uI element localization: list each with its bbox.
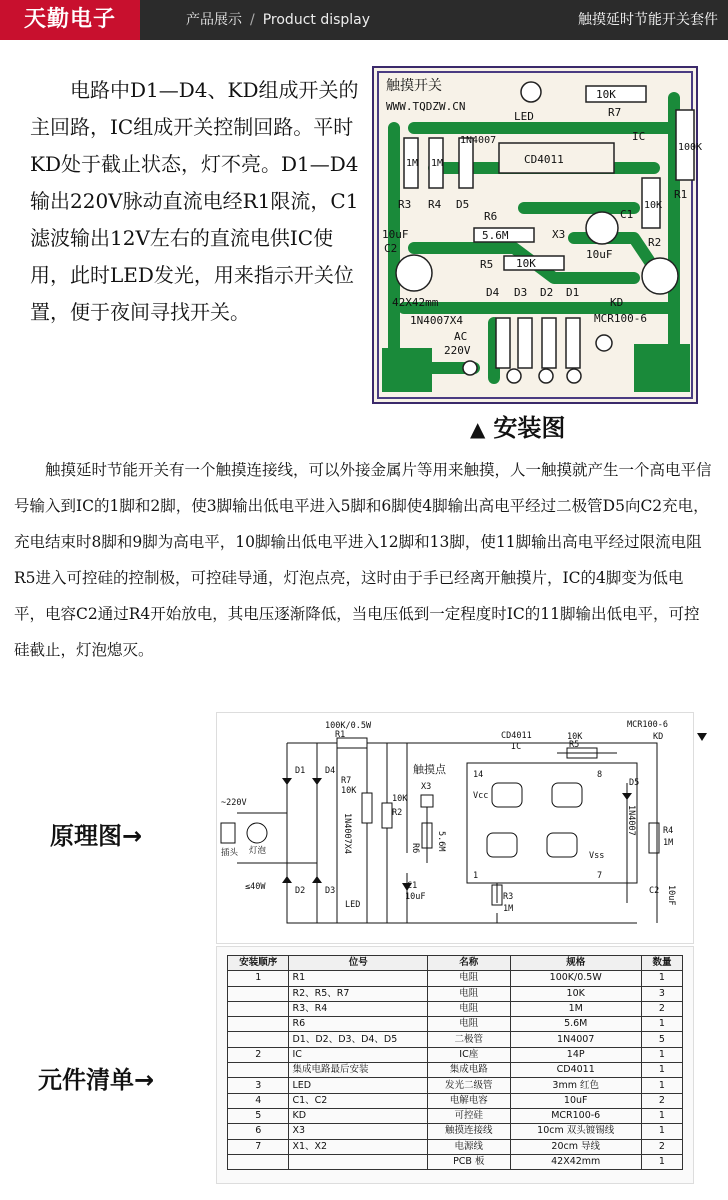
pcb-r1-value: 100K — [678, 142, 703, 153]
sch-d2-label: D2 — [295, 886, 306, 896]
diodes — [282, 733, 707, 891]
bom-qty: 1 — [641, 1124, 682, 1139]
bom-qty: 2 — [641, 1093, 682, 1108]
pcb-r5-value: 10K — [516, 257, 536, 270]
bom-spec: MCR100-6 — [510, 1108, 641, 1123]
bom-qty: 5 — [641, 1032, 682, 1047]
bom-qty: 1 — [641, 1108, 682, 1123]
caption-text: 安装图 — [493, 414, 566, 442]
table-row — [228, 1108, 683, 1123]
pcb-mcr-label: MCR100-6 — [594, 312, 647, 325]
sch-d3-label: D3 — [325, 886, 336, 896]
sch-c1-label: C1 — [407, 881, 418, 891]
breadcrumb — [186, 0, 370, 40]
bom-ref: R1 — [289, 971, 428, 986]
bom-spec: 1N4007 — [510, 1032, 641, 1047]
sch-vcc-label: Vcc — [473, 791, 489, 801]
bom-spec: 42X42mm — [510, 1154, 641, 1169]
pcb-r6-value: 5.6M — [482, 229, 509, 242]
table-row — [228, 971, 683, 986]
sch-d4-label: D4 — [325, 766, 336, 776]
sch-r7-label: R7 — [341, 776, 352, 786]
bom-name: PCB 板 — [427, 1154, 510, 1169]
schematic-drawing — [217, 713, 693, 943]
pcb-layout-image — [372, 66, 703, 404]
bom-ref: KD — [289, 1108, 428, 1123]
sch-ic-type: CD4011 — [501, 731, 532, 741]
bom-qty: 1 — [641, 1078, 682, 1093]
bom-order — [228, 986, 289, 1001]
bom-spec: 3mm 红色 — [510, 1078, 641, 1093]
bom-qty: 3 — [641, 986, 682, 1001]
pcb-r2-value: 10K — [644, 200, 663, 211]
bom-table — [227, 955, 683, 1170]
plug-icon — [221, 823, 235, 843]
pcb-d2-label: D2 — [540, 286, 554, 299]
table-row — [228, 1063, 683, 1078]
bom-spec: 5.6M — [510, 1017, 641, 1032]
bom-spec: CD4011 — [510, 1063, 641, 1078]
pcb-title: 触摸开关 — [386, 78, 442, 94]
table-row — [228, 1001, 683, 1016]
pcb-d4-label: D4 — [486, 286, 500, 299]
bom-name: 电解电容 — [427, 1093, 510, 1108]
nav-product-en[interactable]: Product display — [262, 12, 371, 28]
bom-name: 电阻 — [427, 1001, 510, 1016]
bom-col-name: 名称 — [427, 956, 510, 971]
sch-r7-value: 10K — [341, 786, 357, 796]
table-row — [228, 1154, 683, 1169]
bom-qty: 2 — [641, 1139, 682, 1154]
pcb-r7-value: 10K — [596, 88, 616, 101]
table-row — [228, 1032, 683, 1047]
bom-name: 可控硅 — [427, 1108, 510, 1123]
bom-qty: 2 — [641, 1001, 682, 1016]
brand-logo[interactable]: 天勤电子 — [0, 0, 140, 40]
pcb-c1-label: C1 — [620, 208, 634, 221]
sch-c1-value: 10uF — [405, 892, 426, 902]
description-text — [14, 452, 714, 668]
bom-spec: 20cm 导线 — [510, 1139, 641, 1154]
sch-r2-value: 10K — [392, 794, 408, 804]
bom-panel — [216, 946, 694, 1184]
sch-ac-label: ~220V — [221, 798, 247, 808]
table-row — [228, 1047, 683, 1062]
bom-spec: 10uF — [510, 1093, 641, 1108]
bom-qty: 1 — [641, 1017, 682, 1032]
pcb-c2-value: 10uF — [382, 228, 409, 241]
schematic-diagram — [216, 712, 694, 944]
bom-order: 2 — [228, 1047, 289, 1062]
bom-ref: X3 — [289, 1124, 428, 1139]
bulb-icon — [247, 823, 267, 843]
sch-c2-value: 10uF — [666, 885, 676, 906]
intro-paragraph: 电路中D1—D4、KD组成开关的主回路，IC组成开关控制回路。平时KD处于截止状态，灯不亮。D1—D4输出220V脉动直流电经R1限流，C1滤波输出12V左右的直流电供IC使用，此时LED发光，用来指示开关位置，便于夜间寻找开关。 — [30, 78, 359, 324]
pcb-ac-label: AC — [454, 330, 468, 343]
bom-header-row — [228, 956, 683, 971]
bom-order: 4 — [228, 1093, 289, 1108]
pcb-diode-label: 1N4007X4 — [410, 314, 463, 327]
nav-separator: / — [250, 12, 255, 28]
table-row — [228, 1139, 683, 1154]
bom-name: 触摸连接线 — [427, 1124, 510, 1139]
bom-spec: 100K/0.5W — [510, 971, 641, 986]
bom-qty: 1 — [641, 1154, 682, 1169]
sch-r3-value: 1M — [503, 904, 514, 914]
sch-c2-label: C2 — [649, 886, 660, 896]
pcb-r5-label: R5 — [480, 258, 494, 271]
header-bar — [0, 0, 728, 40]
bom-name: 电源线 — [427, 1139, 510, 1154]
bom-order — [228, 1001, 289, 1016]
pcb-d5-value: 1N4007 — [460, 135, 497, 146]
sch-r5-value: 10K — [567, 732, 583, 742]
bom-spec: 10cm 双头镀锡线 — [510, 1124, 641, 1139]
bom-order — [228, 1017, 289, 1032]
bom-ref — [289, 1154, 428, 1169]
pcb-x3-label: X3 — [552, 228, 566, 241]
bom-order: 1 — [228, 971, 289, 986]
logic-gates — [487, 783, 582, 857]
pcb-kd-label: KD — [610, 296, 624, 309]
sch-r1-label: R1 — [335, 730, 346, 740]
pcb-ic-label: IC — [632, 130, 646, 143]
sch-pin-14: 14 — [473, 770, 484, 780]
bom-order — [228, 1154, 289, 1169]
sch-d1-label: D1 — [295, 766, 306, 776]
bom-order: 6 — [228, 1124, 289, 1139]
sch-r1-value: 100K/0.5W — [325, 721, 372, 731]
bom-ref: X1、X2 — [289, 1139, 428, 1154]
sch-r2-label: R2 — [392, 808, 403, 818]
bom-qty: 1 — [641, 971, 682, 986]
bom-qty: 1 — [641, 1047, 682, 1062]
description-paragraph: 触摸延时节能开关有一个触摸连接线，可以外接金属片等用来触摸，人一触摸就产生一个高电平信号输入到IC的1脚和2脚，使3脚输出低电平进入5脚和6脚使4脚输出高电平经过二极管D5向C2充电，充电结束时8脚和9脚为高电平，10脚输出低电平进入12脚和13脚，使11脚输出高电平经过限流电阻R5进入可控硅的控制极，可控硅导通，灯泡点亮，这时由于手已经离开触摸片，IC的4脚变为低电平，电容C2通过R4开始放电，其电压逐渐降低，当电压低到一定程度时IC的11脚输出低电平，可控硅截止，灯泡熄灭。 — [14, 461, 712, 659]
bom-ref: LED — [289, 1078, 428, 1093]
pcb-size-label: 42X42mm — [392, 296, 439, 309]
bom-spec: 14P — [510, 1047, 641, 1062]
sch-power-label: ≤40W — [245, 882, 266, 892]
pcb-drawing — [374, 68, 703, 402]
schematic-labels — [221, 720, 676, 914]
bom-order — [228, 1063, 289, 1078]
sch-r4-label: R4 — [663, 826, 674, 836]
sch-pin-1: 1 — [473, 871, 479, 881]
bom-ref: IC — [289, 1047, 428, 1062]
sch-pin-7: 7 — [597, 871, 603, 881]
sch-r4-value: 1M — [663, 838, 674, 848]
pcb-d3-label: D3 — [514, 286, 528, 299]
pcb-r4-label: R4 — [428, 198, 442, 211]
sch-d5-label: D5 — [629, 778, 640, 788]
bom-name: 电阻 — [427, 986, 510, 1001]
bom-col-spec: 规格 — [510, 956, 641, 971]
pcb-r3-value: 1M — [406, 158, 419, 169]
sch-r3-label: R3 — [503, 892, 514, 902]
pcb-d1-label: D1 — [566, 286, 580, 299]
pcb-r2-label: R2 — [648, 236, 662, 249]
sch-mcr-label: MCR100-6 — [627, 720, 668, 730]
bom-order: 5 — [228, 1108, 289, 1123]
pcb-c2-label: C2 — [384, 242, 398, 255]
table-row — [228, 1017, 683, 1032]
bom-ref: C1、C2 — [289, 1093, 428, 1108]
pcb-r3-label: R3 — [398, 198, 412, 211]
pcb-url: WWW.TQDZW.CN — [386, 100, 466, 113]
table-row — [228, 1093, 683, 1108]
bom-name: 电阻 — [427, 1017, 510, 1032]
pcb-r7-label: R7 — [608, 106, 622, 119]
triangle-icon: ▲ — [470, 417, 486, 441]
bom-body — [228, 971, 683, 1170]
bom-ref: 集成电路最后安装 — [289, 1063, 428, 1078]
touch-point-icon — [421, 795, 433, 807]
sch-r6-value: 5.6M — [436, 831, 446, 852]
sch-ic-label: IC — [511, 742, 522, 752]
bom-ref: R2、R5、R7 — [289, 986, 428, 1001]
bom-ref: R6 — [289, 1017, 428, 1032]
pcb-led-label: LED — [514, 110, 534, 123]
pcb-r6-label: R6 — [484, 210, 498, 223]
sch-led-label: LED — [345, 900, 361, 910]
bom-spec: 1M — [510, 1001, 641, 1016]
pcb-r1-label: R1 — [674, 188, 688, 201]
sch-vss-label: Vss — [589, 851, 605, 861]
bom-name: IC座 — [427, 1047, 510, 1062]
sch-kd-label: KD — [653, 732, 664, 742]
bom-col-qty: 数量 — [641, 956, 682, 971]
sch-diode-type: 1N4007X4 — [342, 813, 352, 854]
bom-col-ref: 位号 — [289, 956, 428, 971]
page-title: 触摸延时节能开关套件 — [578, 12, 718, 28]
sch-d5-value: 1N4007 — [626, 805, 636, 836]
table-row — [228, 1078, 683, 1093]
bom-name: 电阻 — [427, 971, 510, 986]
bom-ref: D1、D2、D3、D4、D5 — [289, 1032, 428, 1047]
bom-name: 集成电路 — [427, 1063, 510, 1078]
sch-bulb-label: 灯泡 — [249, 846, 267, 856]
pcb-c1-value: 10uF — [586, 248, 613, 261]
sch-r5-label: R5 — [569, 740, 580, 750]
bom-qty: 1 — [641, 1063, 682, 1078]
intro-text — [30, 72, 360, 331]
sch-pin-8: 8 — [597, 770, 603, 780]
sch-x3-label: X3 — [421, 782, 432, 792]
bom-order: 7 — [228, 1139, 289, 1154]
nav-product[interactable]: 产品展示 — [186, 12, 242, 28]
table-row — [228, 986, 683, 1001]
sch-touch-label: 触摸点 — [413, 763, 446, 776]
sch-r6-label: R6 — [410, 843, 420, 854]
bom-name: 发光二级管 — [427, 1078, 510, 1093]
table-row — [228, 1124, 683, 1139]
pcb-d5-label: D5 — [456, 198, 470, 211]
pcb-caption — [470, 408, 565, 443]
bom-spec: 10K — [510, 986, 641, 1001]
pcb-cd4011-label: CD4011 — [524, 153, 564, 166]
parts-list-label: 元件清单→ — [38, 1066, 155, 1094]
bom-order: 3 — [228, 1078, 289, 1093]
pcb-ac-value: 220V — [444, 344, 471, 357]
bom-ref: R3、R4 — [289, 1001, 428, 1016]
schematic-label: 原理图→ — [50, 822, 143, 850]
bom-order — [228, 1032, 289, 1047]
pcb-r4-value: 1M — [431, 158, 444, 169]
bom-col-order: 安装顺序 — [228, 956, 289, 971]
bom-name: 二极管 — [427, 1032, 510, 1047]
sch-plug-label: 插头 — [221, 848, 239, 858]
